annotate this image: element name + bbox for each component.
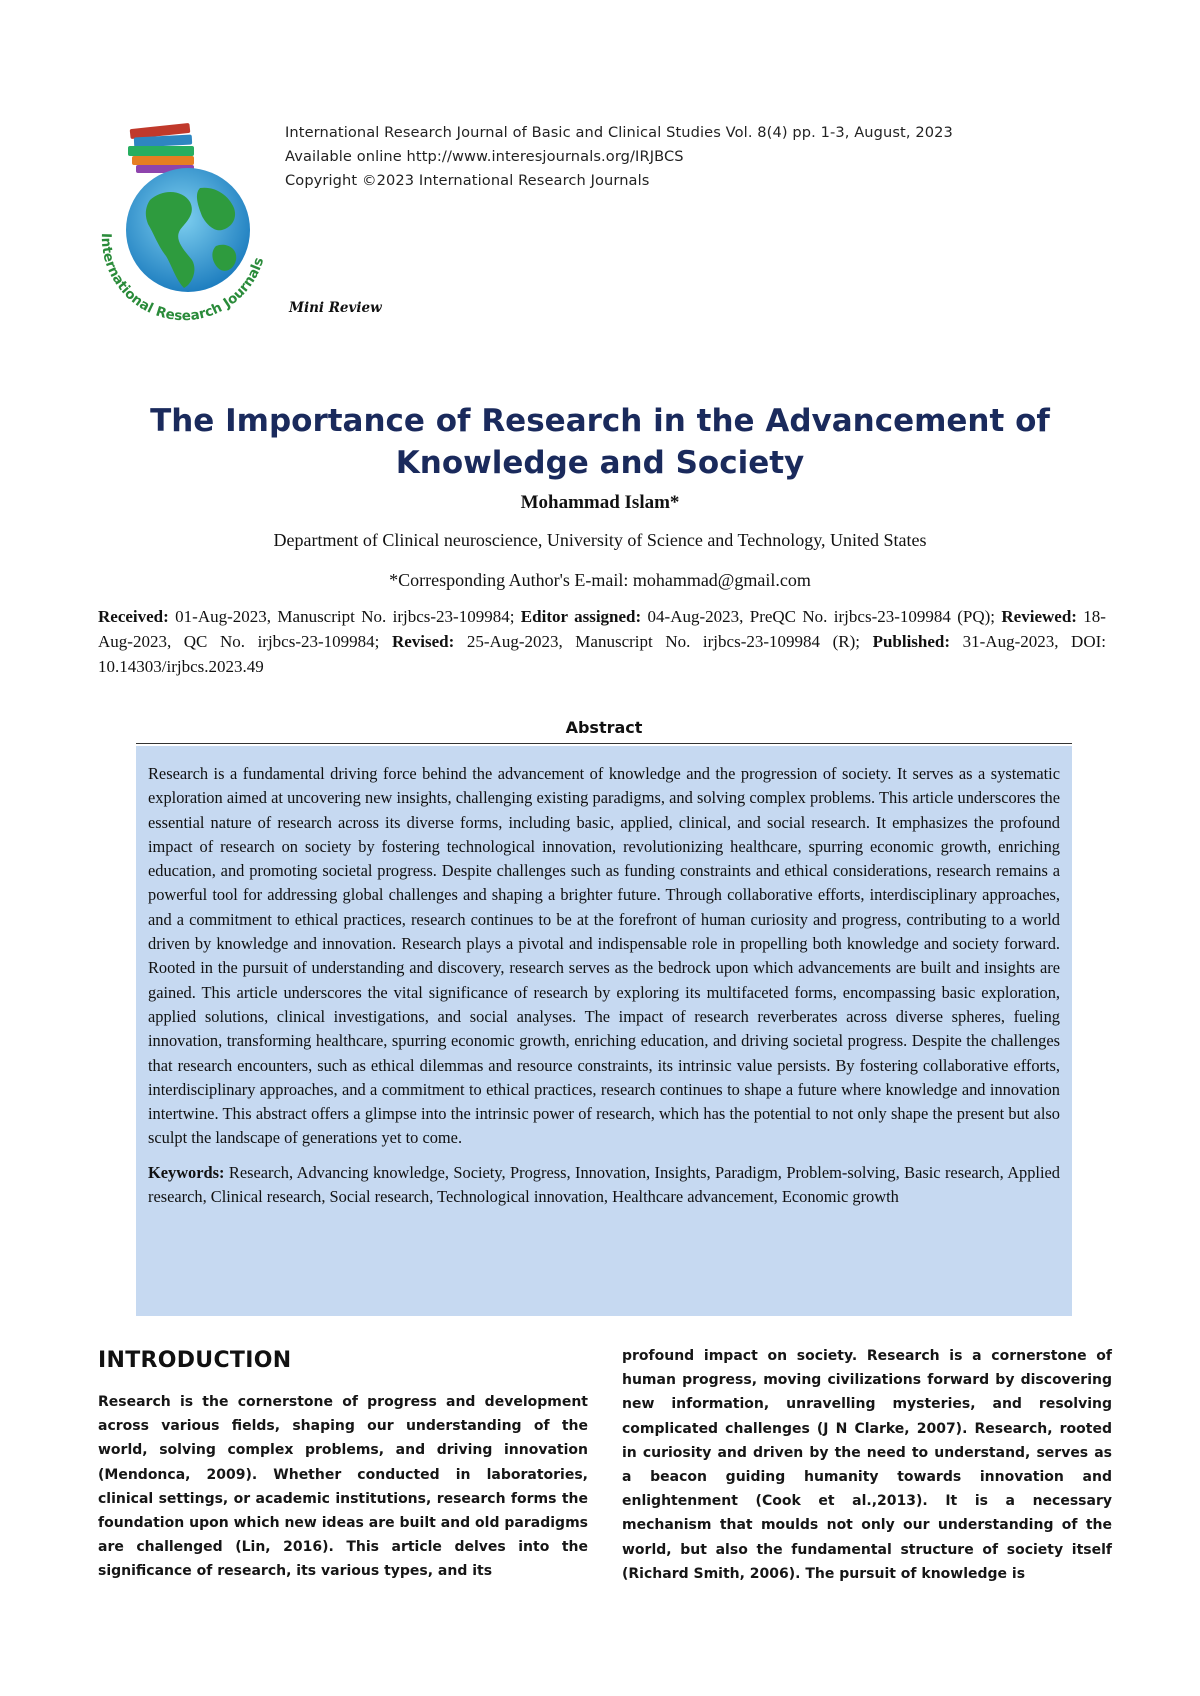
editor-assigned-value: 04-Aug-2023, PreQC No. irjbcs-23-109984 (PQ); [641, 607, 1002, 626]
article-dates [98, 604, 1106, 679]
article-title: The Importance of Research in the Advancement of Knowledge and Society [150, 403, 1050, 481]
journal-header [285, 121, 953, 193]
journal-logo [88, 118, 278, 338]
journal-citation: International Research Journal of Basic and Clinical Studies Vol. 8(4) pp. 1-3, August, 2023 [285, 124, 953, 141]
editor-assigned-label: Editor assigned: [520, 607, 642, 626]
received-value: 01-Aug-2023, Manuscript No. irjbcs-23-109984; [168, 607, 521, 626]
introduction-heading: INTRODUCTION [98, 1348, 292, 1373]
revised-value: 25-Aug-2023, Manuscript No. irjbcs-23-109984 (R); [454, 632, 873, 651]
journal-copyright: Copyright ©2023 International Research Journals [285, 172, 650, 189]
keywords-value: Research, Advancing knowledge, Society, Progress, Innovation, Insights, Paradigm, Problem-solving, Basic research, Applied research, Clinical research, Social research, Technological innovation, Healthcare advancement, Economic growth [148, 1162, 1060, 1207]
keywords-label: Keywords: [148, 1162, 225, 1182]
abstract-text: Research is a fundamental driving force behind the advancement of knowledge and the progression of society. It serves as a systematic exploration aimed at uncovering new insights, challenging existing paradigms, and solving complex problems. This article underscores the essential nature of research across its diverse forms, including basic, applied, clinical, and social research. It emphasizes the profound impact of research on society by fostering technological innovation, revolutionizing healthcare, spurring economic growth, enriching education, and promoting societal progress. Despite challenges such as funding constraints and ethical considerations, research remains a powerful tool for addressing global challenges and shaping a brighter future. Through collaborative efforts, interdisciplinary approaches, and a commitment to ethical practices, research continues to be at the forefront of human curiosity and progress, contributing to a world driven by knowledge and innovation. Research plays a pivotal and indispensable role in propelling both knowledge and society forward. Rooted in the pursuit of understanding and discovery, research serves as the bedrock upon which advancements are built and insights are gained. This article underscores the vital significance of research by exploring its multifaceted forms, encompassing basic exploration, applied solutions, clinical investigations, and social analyses. The impact of research reverberates across diverse spheres, fueling innovation, transforming healthcare, spurring economic growth, enriching education, and driving societal progress. Despite the challenges that research encounters, such as ethical dilemmas and resource constraints, its intrinsic value persists. By fostering collaborative efforts, interdisciplinary approaches, and a commitment to ethical practices, research continues to shape a future where knowledge and innovation intertwine. This abstract offers a glimpse into the intrinsic power of research, which has the potential to not only shape the present but also sculpt the landscape of generations yet to come. [148, 764, 1060, 1148]
revised-label: Revised: [391, 632, 455, 651]
introduction-right-column: profound impact on society. Research is a cornerstone of human progress, moving civilizations forward by discovering new information, unravelling mysteries, and resolving complicated challenges (J N Clarke, 2007). Research, rooted in curiosity and driven by the need to understand, serves as a beacon guiding humanity towards innovation and enlightenment (Cook et al.,2013). It is a necessary mechanism that moulds not only our understanding of the world, but also the fundamental structure of society itself (Richard Smith, 2006). The pursuit of knowledge is [622, 1348, 1112, 1582]
introduction-left-column: Research is the cornerstone of progress and development across various fields, shaping our understanding of the world, solving complex problems, and driving innovation (Mendonca, 2009). Whether conducted in laboratories, clinical settings, or academic institutions, research forms the foundation upon which new ideas are built and old paradigms are challenged (Lin, 2016). This article delves into the significance of research, its various types, and its [98, 1394, 588, 1580]
published-label: Published: [872, 632, 951, 651]
abstract-divider [136, 743, 1072, 744]
journal-url: Available online http://www.interesjournals.org/IRJBCS [285, 148, 684, 165]
corresponding-email: *Corresponding Author's E-mail: mohammad@gmail.com [389, 570, 811, 590]
published-value: 31-Aug-2023, DOI: 10.14303/irjbcs.2023.49 [98, 632, 1106, 676]
keywords [148, 1161, 1060, 1210]
received-label: Received: [98, 607, 169, 626]
abstract-heading: Abstract [565, 718, 643, 737]
reviewed-label: Reviewed: [1001, 607, 1077, 626]
author-name: Mohammad Islam* [520, 492, 680, 513]
logo-text: International Research Journals [97, 232, 268, 325]
globe-with-books-icon [88, 118, 278, 338]
reviewed-value: 18-Aug-2023, QC No. irjbcs-23-109984; [98, 607, 1106, 651]
abstract-box [136, 746, 1072, 1316]
author-affiliation: Department of Clinical neuroscience, University of Science and Technology, United States [273, 530, 927, 550]
article-type: Mini Review [289, 300, 382, 316]
